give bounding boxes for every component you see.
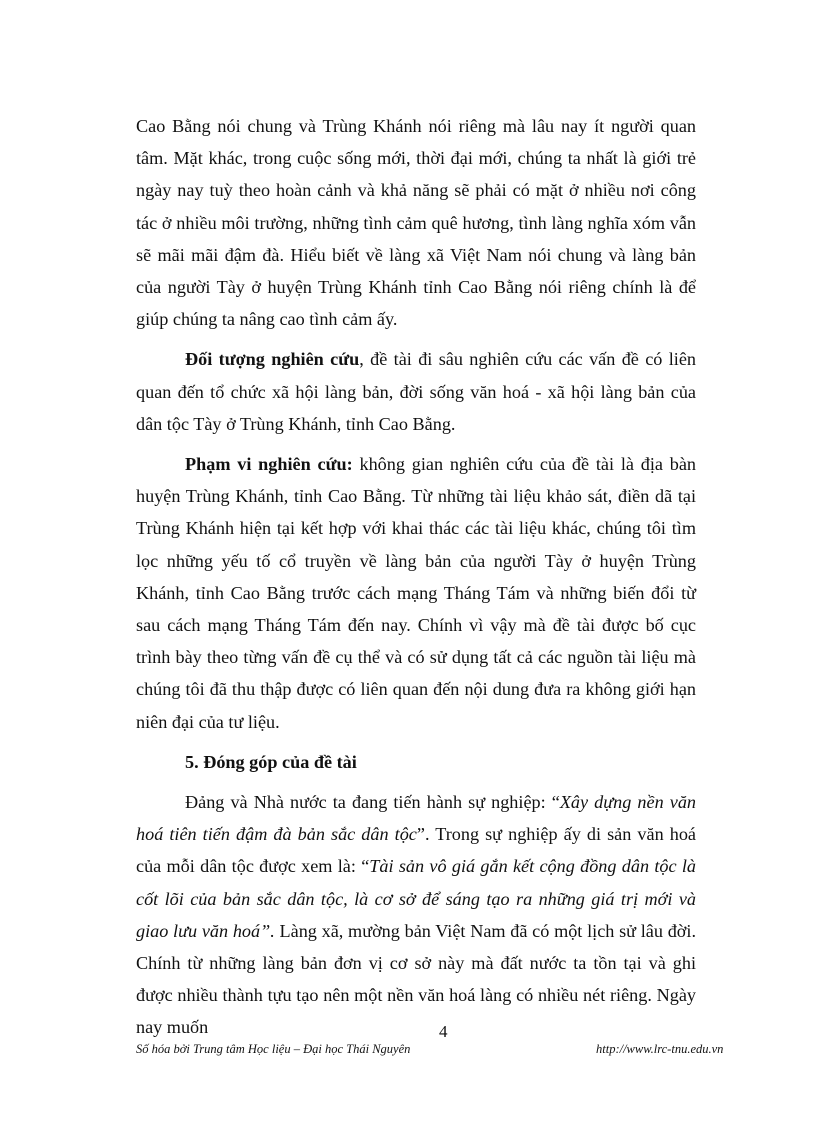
quote-italic-heritage: Tài sản vô giá gắn kết cộng đồng dân tộc là cốt lõi của bản sắc dân tộc, là cơ sở để sáng tạo ra những giá trị mới và giao lưu văn hoá”.	[136, 856, 697, 941]
footer-digitized-by: Số hóa bởi Trung tâm Học liệu – Đại học Thái Nguyên	[136, 1042, 411, 1056]
paragraph-text: không gian nghiên cứu của đề tài là địa bàn huyện Trùng Khánh, tỉnh Cao Bằng. Từ những tài liệu khảo sát, điền dã tại Trùng Khánh hiện tại kết hợp với khai thác các tài liệu khác, chúng tôi tìm lọc những yếu tố cổ truyền về làng bản của người Tày ở huyện Trùng Khánh, tỉnh Cao Bằng trước cách mạng Tháng Tám và những biến đổi từ sau cách mạng Tháng Tám đến nay. Chính vì vậy mà đề tài được bố cục trình bày theo từng vấn đề cụ thể và có sử dụng tất cả các nguồn tài liệu mà chúng tôi đã thu thập được có liên quan đến nội dung đưa ra không giới hạn niên đại của tư liệu.	[136, 454, 696, 732]
paragraph-contribution	[136, 786, 696, 1044]
paragraph-intro-continued	[136, 110, 696, 335]
paragraph-research-object	[136, 343, 696, 440]
paragraph-text: Đảng và Nhà nước ta đang tiến hành sự nghiệp: “	[185, 792, 560, 813]
page-number: 4	[439, 1022, 448, 1041]
paragraph-text: Làng xã, mường bản Việt Nam đã có một lịch sử lâu đời. Chính từ những làng bản đơn vị cơ sở này mà đất nước ta tồn tại và ghi được nhiều thành tựu tạo nên một nền văn hoá làng có nhiều nét riêng. Ngày nay muốn	[136, 920, 697, 1038]
paragraph-text: , đề tài đi sâu nghiên cứu các vấn đề có liên quan đến tổ chức xã hội làng bản, đời sống văn hoá - xã hội làng bản của dân tộc Tày ở Trùng Khánh, tỉnh Cao Bằng.	[136, 349, 696, 434]
research-object-label: Đối tượng nghiên cứu	[185, 349, 360, 370]
footer-url: http://www.lrc-tnu.edu.vn	[596, 1042, 724, 1056]
section-heading-contribution: 5. Đóng góp của đề tài	[185, 751, 357, 772]
paragraph-research-scope	[136, 448, 696, 738]
page-body	[136, 110, 696, 1044]
quote-italic-slogan: Xây dựng nền văn hoá tiên tiến đậm đà bản sắc dân tộc	[136, 792, 697, 845]
research-scope-label: Phạm vi nghiên cứu:	[185, 454, 353, 475]
paragraph-text: ”. Trong sự nghiệp ấy di sản văn hoá của mỗi dân tộc được xem là: “	[136, 824, 696, 877]
paragraph-text: Cao Bằng nói chung và Trùng Khánh nói riêng mà lâu nay ít người quan tâm. Mặt khác, trong cuộc sống mới, thời đại mới, chúng ta nhất là giới trẻ ngày nay tuỳ theo hoàn cảnh và khả năng sẽ phải có mặt ở nhiều nơi công tác ở nhiều môi trường, những tình cảm quê hương, tình làng nghĩa xóm vẫn sẽ mãi mãi đậm đà. Hiểu biết về làng xã Việt Nam nói chung và làng bản của người Tày ở huyện Trùng Khánh tỉnh Cao Bằng nói riêng chính là để giúp chúng ta nâng cao tình cảm ấy.	[136, 116, 696, 330]
